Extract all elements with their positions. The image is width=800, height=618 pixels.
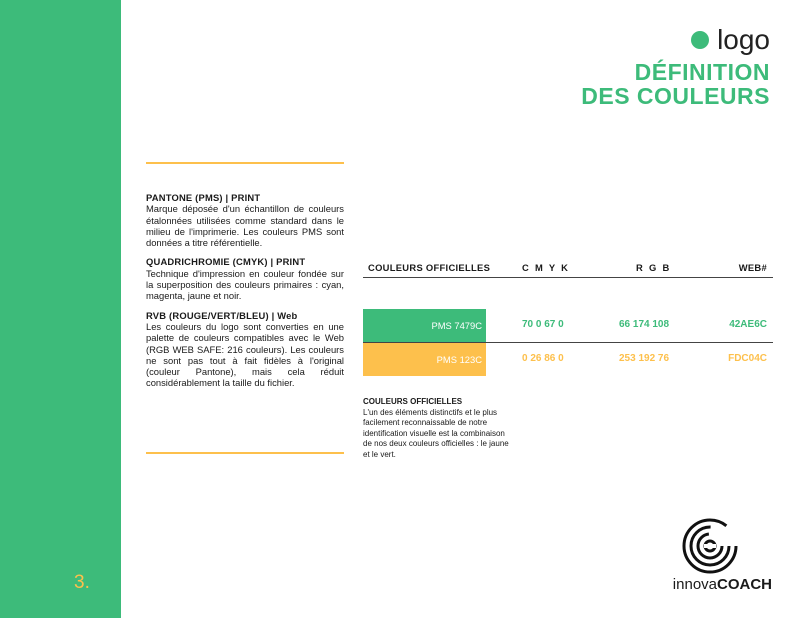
rgb-value: 253 192 76	[619, 353, 670, 364]
innovacoach-maze-icon	[682, 518, 738, 574]
header-rgb: R G B	[636, 262, 670, 273]
header-web: WEB#	[738, 262, 767, 273]
header-divider	[363, 277, 773, 278]
table-row	[363, 309, 773, 342]
table-row	[363, 343, 773, 376]
page-number: 3.	[74, 572, 90, 593]
section-cmyk	[146, 256, 344, 301]
page-title	[581, 60, 770, 108]
web-value: 42AE6C	[729, 319, 767, 330]
note-heading: COULEURS OFFICIELLES	[363, 397, 463, 406]
brand-logo	[652, 518, 772, 596]
section-heading: RVB (ROUGE/VERT/BLEU) | Web	[146, 309, 298, 321]
pms-code: PMS 7479C	[431, 320, 482, 331]
note-body: L'un des éléments distinctifs et le plus facilement reconnaissable de notre identification visuelle est la combinaison de nos deux couleurs officielles : le jaune et le vert.	[363, 407, 509, 459]
bottom-divider	[146, 452, 344, 454]
web-value: FDC04C	[728, 353, 767, 364]
logo-word: logo	[717, 24, 770, 55]
section-heading: QUADRICHROMIE (CMYK) | PRINT	[146, 256, 306, 268]
section-body: Marque déposée d'un échantillon de couleurs étalonnées utilisées comme standard dans le milieu de l'imprimerie. Les couleurs PMS sont données a titre référentielle.	[146, 203, 344, 249]
official-colors-note	[363, 397, 513, 460]
header-cmyk: C M Y K	[522, 262, 569, 273]
green-dot-icon	[691, 31, 709, 49]
brand-name-bold: COACH	[717, 576, 772, 593]
cmyk-value: 70 0 67 0	[522, 319, 564, 330]
page-header	[581, 26, 770, 108]
section-heading: PANTONE (PMS) | PRINT	[146, 192, 261, 203]
brand-name	[673, 576, 772, 593]
header-official: COULEURS OFFICIELLES	[368, 262, 491, 273]
section-body: Technique d'impression en couleur fondée sur la superposition des couleurs primaires : cyan, magenta, jaune et noir.	[146, 267, 344, 302]
yellow-swatch	[363, 343, 486, 376]
definitions-column	[146, 192, 344, 397]
title-line-2: DES COULEURS	[581, 83, 770, 109]
green-sidebar	[0, 0, 121, 618]
brand-name-light: innova	[672, 576, 717, 593]
green-swatch	[363, 309, 486, 342]
rgb-value: 66 174 108	[619, 319, 670, 330]
logo-heading	[581, 26, 770, 54]
section-rvb	[146, 310, 344, 389]
section-body: Les couleurs du logo sont converties en une palette de couleurs compatibles avec le Web (RGB WEB SAFE: 216 couleurs). Les couleurs ne sont pas tout à fait fidèles à l'original (couleur Pantone), mais cela réduit considérablement la taille du fichier.	[146, 320, 344, 389]
pms-code: PMS 123C	[436, 354, 482, 365]
title-line-1: DÉFINITION	[634, 59, 770, 85]
cmyk-value: 0 26 86 0	[522, 353, 564, 364]
top-divider	[146, 162, 344, 164]
section-pantone	[146, 192, 344, 248]
